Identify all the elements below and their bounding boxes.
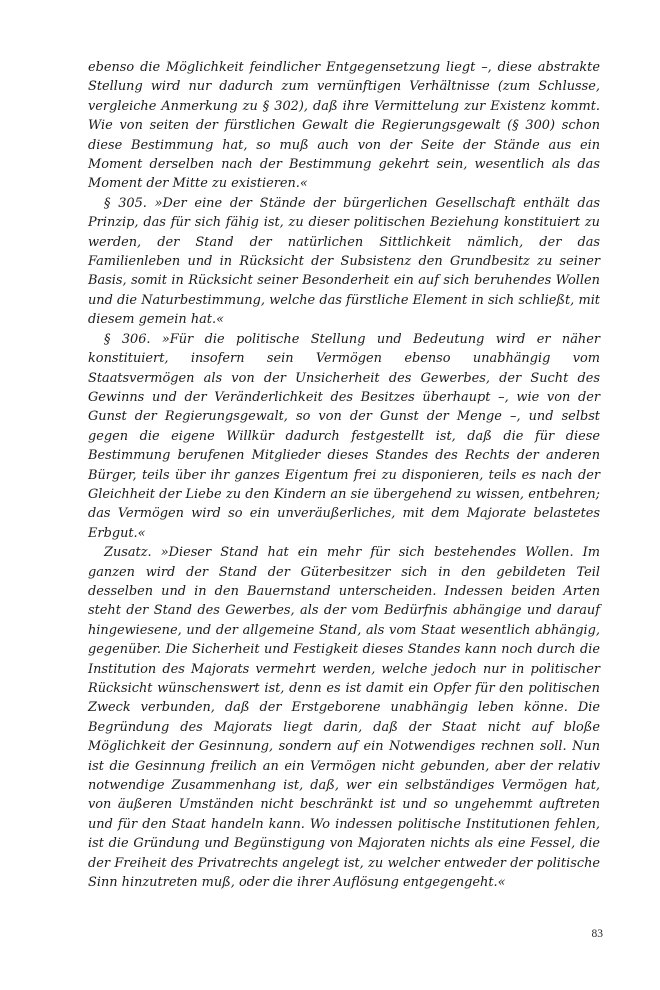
paragraph-zusatz: Zusatz. »Dieser Stand hat ein mehr für sich bestehendes Wollen. Im ganzen wird der Stand der Güterbesitzer sich in den gebildeten Teil desselben und in den Bauernstand unterscheiden. Indessen beiden Arten steht der Stand des Gewerbes, als der vom Bedürfnis abhängige und darauf hingewiesene, und der allgemeine Stand, als vom Staat wesentlich abhängig, gegenüber. Die Sicherheit und Festigkeit dieses Standes kann noch durch die Institution des Majorats vermehrt werden, welche jedoch nur in politischer Rücksicht wünschenswert ist, denn es ist damit ein Opfer für den politischen Zweck verbunden, daß der Erstgeborene unabhängig leben könne. Die Begründung des Majorats liegt darin, daß der Staat nicht auf bloße Möglichkeit der Gesinnung, sondern auf ein Notwendiges rechnen soll. Nun ist die Gesinnung freilich an ein Vermögen nicht gebunden, aber der relativ notwendige Zusammenhang ist, daß, wer ein selbständiges Vermögen hat, von äußeren Umständen nicht beschränkt ist und so ungehemmt auftreten und für den Staat handeln kann. Wo indessen politische Institutionen fehlen, ist die Gründung und Begünstigung von Majoraten nichts als eine Fessel, die der Freiheit des Privatrechts angelegt ist, zu welcher entweder der politische Sinn hinzutreten muß, oder die ihrer Auflösung entgegengeht.« — [88, 545, 600, 891]
paragraph-section-305: § 305. »Der eine der Stände der bürgerlichen Gesellschaft enthält das Prinzip, das für sich fähig ist, zu dieser politischen Beziehung konstituiert zu werden, der Stand der natürlichen Sittlichkeit nämlich, der das Familienleben und in Rücksicht der Subsistenz den Grundbesitz zu seiner Basis, somit in Rücksicht seiner Besonderheit ein auf sich beruhendes Wollen und die Naturbestimmung, welche das fürstliche Element in sich schließt, mit diesem gemein hat.« — [88, 195, 600, 328]
paragraph-continuation: ebenso die Möglichkeit feindlicher Entgegensetzung liegt –, diese abstrakte Stellung wird nur dadurch zum vernünftigen Verhältnisse (zum Schlusse, vergleiche Anmerkung zu § 302), daß ihre Vermittelung zur Existenz kommt. Wie von seiten der fürstlichen Gewalt die Regierungsgewalt (§ 300) schon diese Bestimmung hat, so muß auch von der Seite der Stände aus ein Moment derselben nach der Bestimmung gekehrt sein, wesentlich als das Moment der Mitte zu existieren.« — [88, 60, 600, 192]
page-number: 83 — [591, 928, 603, 940]
page-body — [88, 58, 600, 892]
paragraph-section-306: § 306. »Für die politische Stellung und Bedeutung wird er näher konstituiert, insofern sein Vermögen ebenso unabhängig vom Staatsvermögen als von der Unsicherheit des Gewerbes, der Sucht des Gewinns und der Veränderlichkeit des Besitzes überhaupt –, wie von der Gunst der Regierungsgewalt, so von der Gunst der Menge –, und selbst gegen die eigene Willkür dadurch festgestellt ist, daß die für diese Bestimmung berufenen Mitglieder dieses Standes des Rechts der anderen Bürger, teils über ihr ganzes Eigentum frei zu disponieren, teils es nach der Gleichheit der Liebe zu den Kindern an sie übergehend zu wissen, entbehren; das Vermögen wird so ein unveräußerliches, mit dem Majorate belastetes Erbgut.« — [88, 331, 600, 541]
